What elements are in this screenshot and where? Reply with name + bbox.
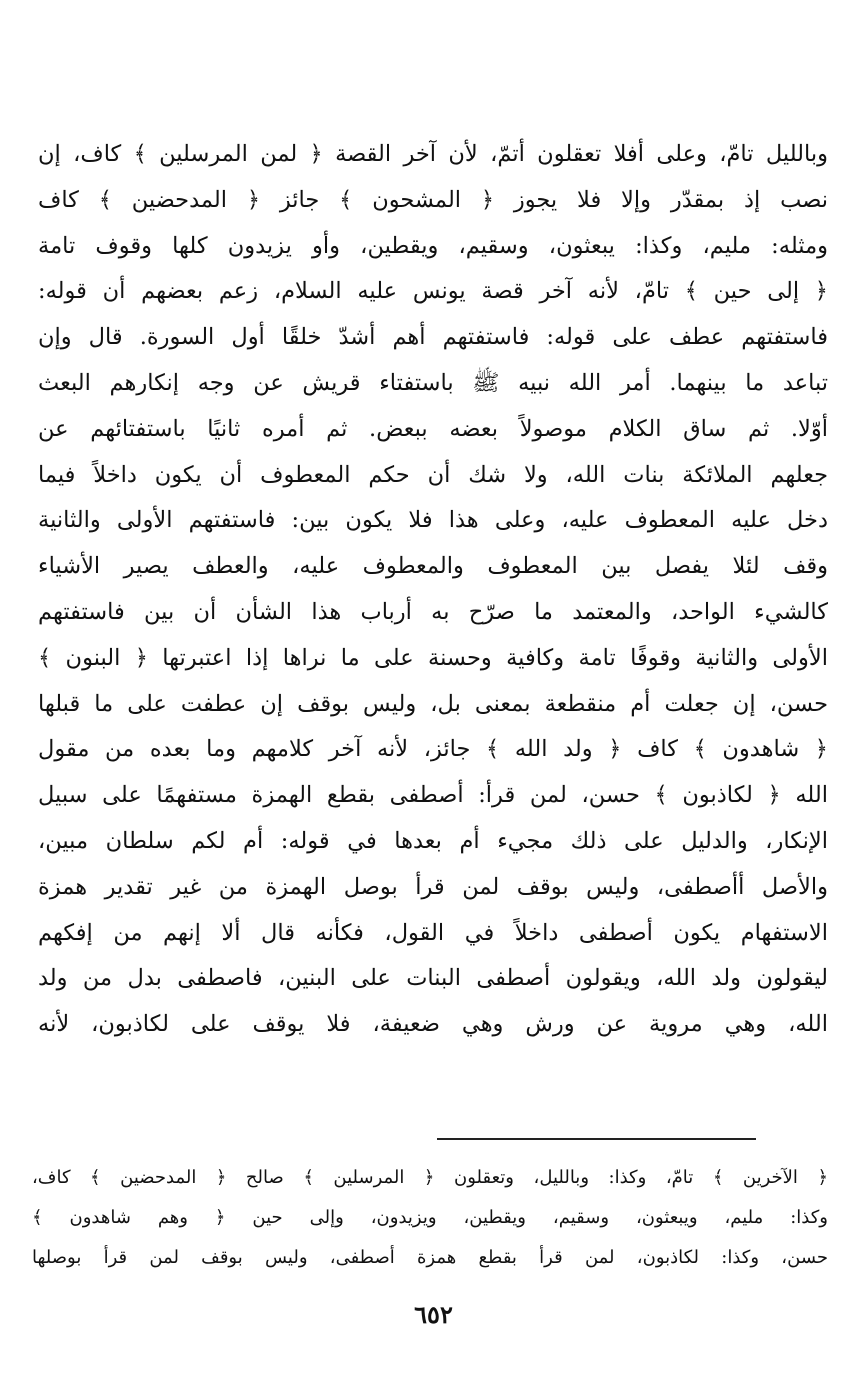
text-line: ليقولون ولد الله، ويقولون أصطفى البنات على البنين، فاصطفى بدل من ولد xyxy=(38,965,828,992)
text-line: جعلهم الملائكة بنات الله، ولا شك أن حكم المعطوف أن يكون داخلاً فيما xyxy=(38,461,828,488)
text-line: دخل عليه المعطوف عليه، وعلى هذا فلا يكون بين: فاستفتهم الأولى والثانية xyxy=(38,507,828,534)
text-line: الإنكار، والدليل على ذلك مجيء أم بعدها في قوله: أم لكم سلطان مبين، xyxy=(38,827,828,854)
text-line: تباعد ما بينهما. أمر الله نبيه ﷺ باستفتاء قريش عن وجه إنكارهم البعث xyxy=(38,369,828,396)
footnote-line: وكذا: مليم، ويبعثون، وسقيم، ويقطين، ويزيدون، وإلى حين ﴿ وهم شاهدون ﴾ xyxy=(32,1207,828,1228)
text-line: وبالليل تامّ، وعلى أفلا تعقلون أتمّ، لأن آخر القصة ﴿ لمن المرسلين ﴾ كاف، إن xyxy=(38,141,828,167)
footnote-separator xyxy=(437,1138,756,1140)
text-line: الأولى والثانية وقوفًا تامة وكافية وحسنة على ما نراها إذا اعتبرتها ﴿ البنون ﴾ xyxy=(38,644,828,671)
text-line: وقف لئلا يفصل بين المعطوف والمعطوف عليه، والعطف يصير الأشياء xyxy=(38,553,828,580)
text-line: الله ﴿ لكاذبون ﴾ حسن، لمن قرأ: أصطفى بقطع الهمزة مستفهمًا على سبيل xyxy=(38,782,828,809)
text-line: والأصل أأصطفى، وليس بوقف لمن قرأ بوصل الهمزة من غير تقدير همزة xyxy=(38,873,828,900)
footnote-line: حسن، وكذا: لكاذبون، لمن قرأ بقطع همزة أصطفى، وليس بوقف لمن قرأ بوصلها xyxy=(32,1247,828,1268)
main-text-block xyxy=(38,132,828,1048)
text-line: الله، وهي مروية عن ورش وهي ضعيفة، فلا يوقف على لكاذبون، لأنه xyxy=(38,1011,828,1038)
text-line: الاستفهام يكون أصطفى داخلاً في القول، فكأنه قال ألا إنهم من إفكهم xyxy=(38,919,828,946)
text-line: حسن، إن جعلت أم منقطعة بمعنى بل، وليس بوقف إن عطفت على ما قبلها xyxy=(38,690,828,717)
text-line: نصب إذ بمقدّر وإلا فلا يجوز ﴿ المشحون ﴾ جائز ﴿ المدحضين ﴾ كاف xyxy=(38,186,828,213)
text-line: كالشيء الواحد، والمعتمد ما صرّح به أرباب هذا الشأن أن بين فاستفتهم xyxy=(38,598,828,625)
text-line: ومثله: مليم، وكذا: يبعثون، وسقيم، ويقطين، وأو يزيدون كلها وقوف تامة xyxy=(38,232,828,259)
page-number: ٦٥٢ xyxy=(414,1300,453,1329)
footnotes-block xyxy=(32,1158,828,1278)
text-line: ﴿ شاهدون ﴾ كاف ﴿ ولد الله ﴾ جائز، لأنه آخر كلامهم وما بعده من مقول xyxy=(38,736,828,763)
text-line: ﴿ إلى حين ﴾ تامّ، لأنه آخر قصة يونس عليه السلام، زعم بعضهم أن قوله: xyxy=(38,278,828,305)
text-line: أوّلا. ثم ساق الكلام موصولاً بعضه ببعض. ثم أمره ثانيًا باستفتائهم عن xyxy=(38,415,828,442)
text-line: فاستفتهم عطف على قوله: فاستفتهم أهم أشدّ خلقًا أول السورة. قال وإن xyxy=(38,324,828,351)
footnote-line: ﴿ الآخرين ﴾ تامّ، وكذا: وبالليل، وتعقلون ﴿ المرسلين ﴾ صالح ﴿ المدحضين ﴾ كاف، xyxy=(32,1167,828,1188)
